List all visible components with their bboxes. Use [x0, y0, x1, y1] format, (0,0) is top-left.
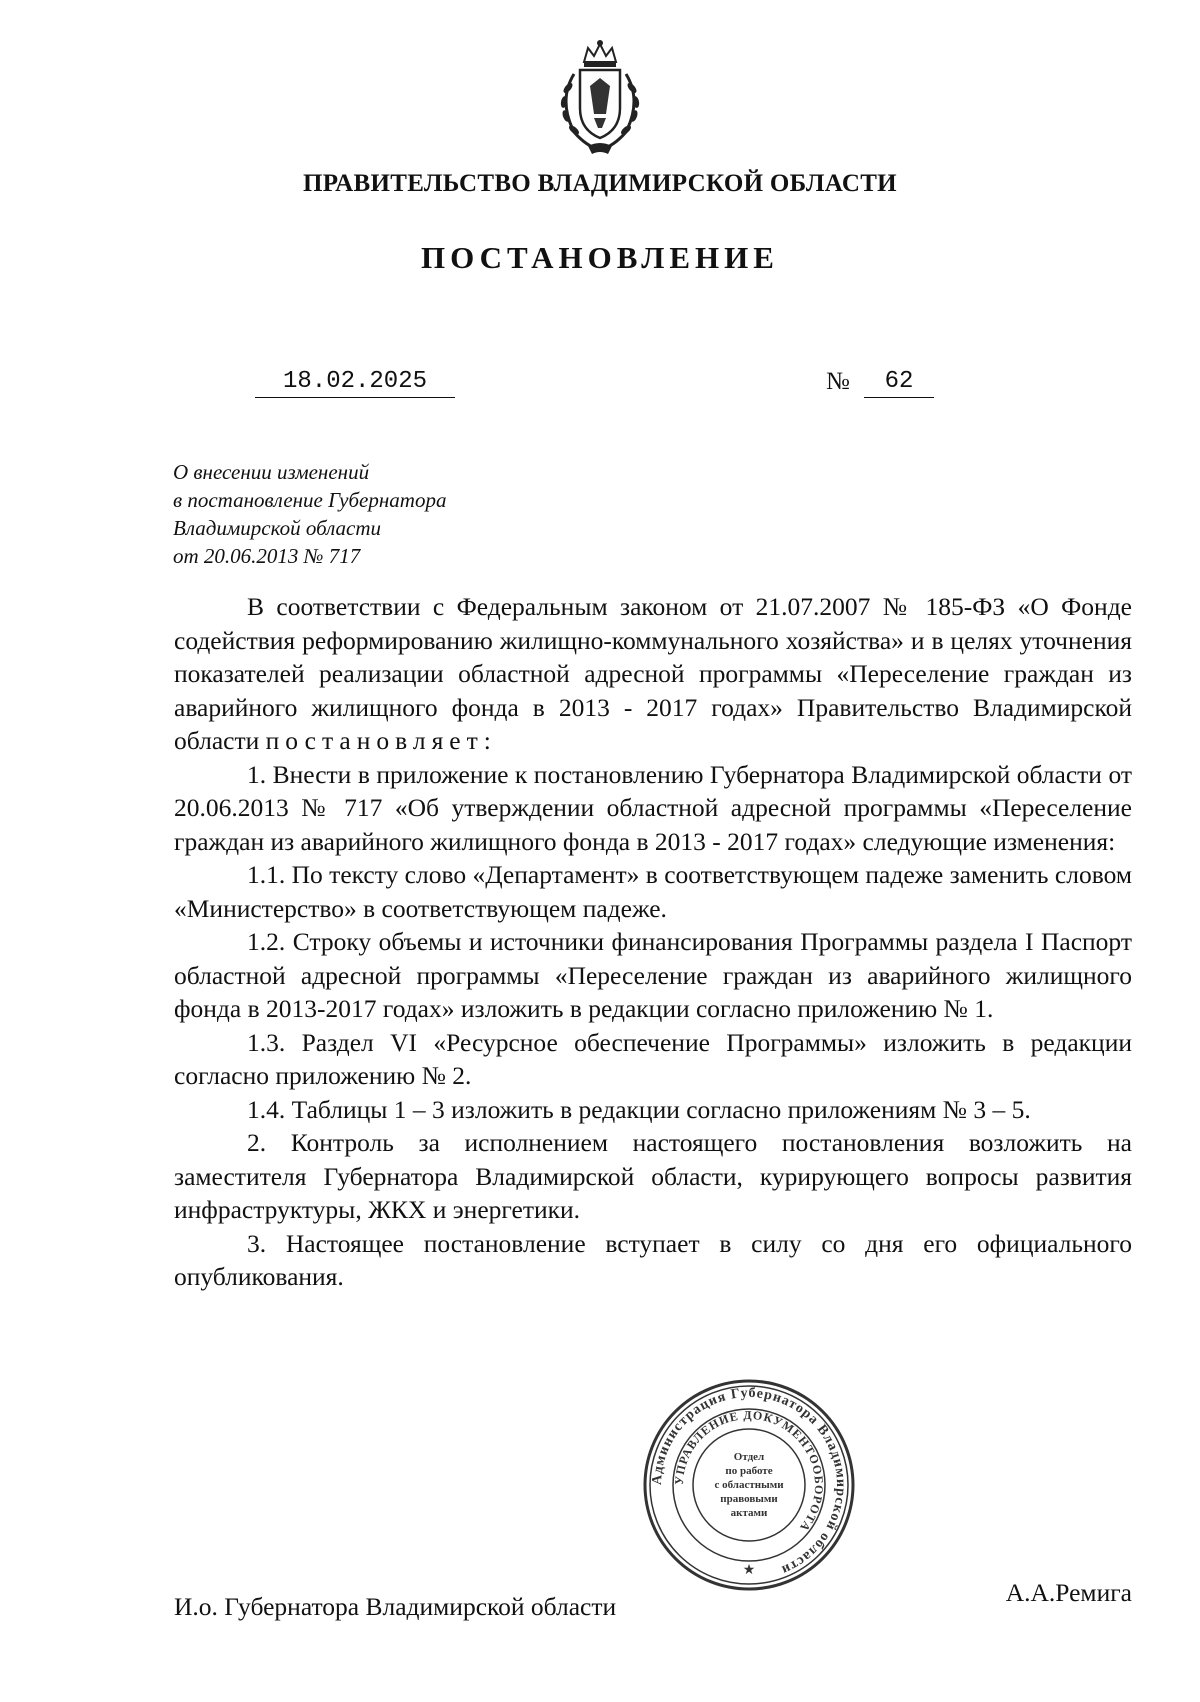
coat-of-arms-emblem: [544, 38, 656, 156]
stamp-outer-text: Администрация Губернатора Владимирской области: [649, 1385, 849, 1578]
stamp-inner-text: УПРАВЛЕНИЕ ДОКУМЕНТООБОРОТА: [671, 1407, 827, 1535]
document-type-title: ПОСТАНОВЛЕНИЕ: [421, 240, 779, 275]
clause-1-4: 1.4. Таблицы 1 – 3 изложить в редакции согласно приложениям № 3 – 5.: [247, 1094, 1031, 1124]
subject-line: в постановление Губернатора: [173, 488, 447, 512]
subject-line: от 20.06.2013 № 717: [173, 544, 361, 568]
stamp-center-line: актами: [730, 1507, 768, 1519]
organization-title: ПРАВИТЕЛЬСТВО ВЛАДИМИРСКОЙ ОБЛАСТИ: [303, 170, 897, 197]
document-subject: [173, 458, 446, 570]
stamp-center-line: правовыми: [720, 1493, 778, 1505]
clause-1: 1. Внести в приложение к постановлению Губернатора Владимирской области от 20.06.2013 № 717 «Об утверждении областной адресной программы «Переселение граждан из аварийного жилищного фонда в 2013 - 2017 годах» следующие изменения:: [174, 759, 1132, 856]
document-date: 18.02.2025: [255, 368, 455, 398]
subject-line: Владимирской области: [173, 516, 382, 540]
stamp-center-line: по работе: [725, 1465, 773, 1477]
clause-1-3: 1.3. Раздел VI «Ресурсное обеспечение Программы» изложить в редакции согласно приложению № 2.: [174, 1027, 1132, 1090]
subject-line: О внесении изменений: [173, 460, 370, 484]
signatory-name: А.А.Ремига: [1005, 1578, 1132, 1607]
number-sign: №: [826, 368, 850, 395]
clause-3: 3. Настоящее постановление вступает в силу со дня его официального опубликования.: [174, 1228, 1132, 1291]
stamp-center-line: Отдел: [733, 1451, 765, 1463]
stamp-star-icon: ★: [742, 1563, 756, 1578]
document-number: 62: [864, 368, 934, 398]
preamble-text: В соответствии с Федеральным законом от 21.07.2007 № 185-ФЗ «О Фонде содействия реформированию жилищно-коммунального хозяйства» и в целях уточнения показателей реализации областной адресной программы «Переселение граждан из аварийного жилищного фонда в 2013 - 2017 годах» Правительство Владимирской области: [174, 592, 1132, 755]
clause-1-1: 1.1. По тексту слово «Департамент» в соответствующем падеже заменить словом «Министерство» в соответствующем падеже.: [174, 860, 1132, 923]
decree-verb: постановляет:: [265, 726, 497, 755]
official-seal-stamp: [642, 1378, 856, 1592]
signatory-position: И.о. Губернатора Владимирской области: [174, 1592, 617, 1621]
clause-2: 2. Контроль за исполнением настоящего постановления возложить на заместителя Губернатора Владимирской области, курирующего вопросы развития инфраструктуры, ЖКХ и энергетики.: [174, 1128, 1132, 1224]
preamble-paragraph: [174, 590, 1132, 758]
document-body: [174, 590, 1132, 1294]
stamp-center-line: с областными: [714, 1479, 784, 1491]
clause-1-2: 1.2. Строку объемы и источники финансирования Программы раздела I Паспорт областной адресной программы «Переселение граждан из аварийного жилищного фонда в 2013-2017 годах» изложить в редакции согласно приложению № 1.: [174, 927, 1132, 1023]
